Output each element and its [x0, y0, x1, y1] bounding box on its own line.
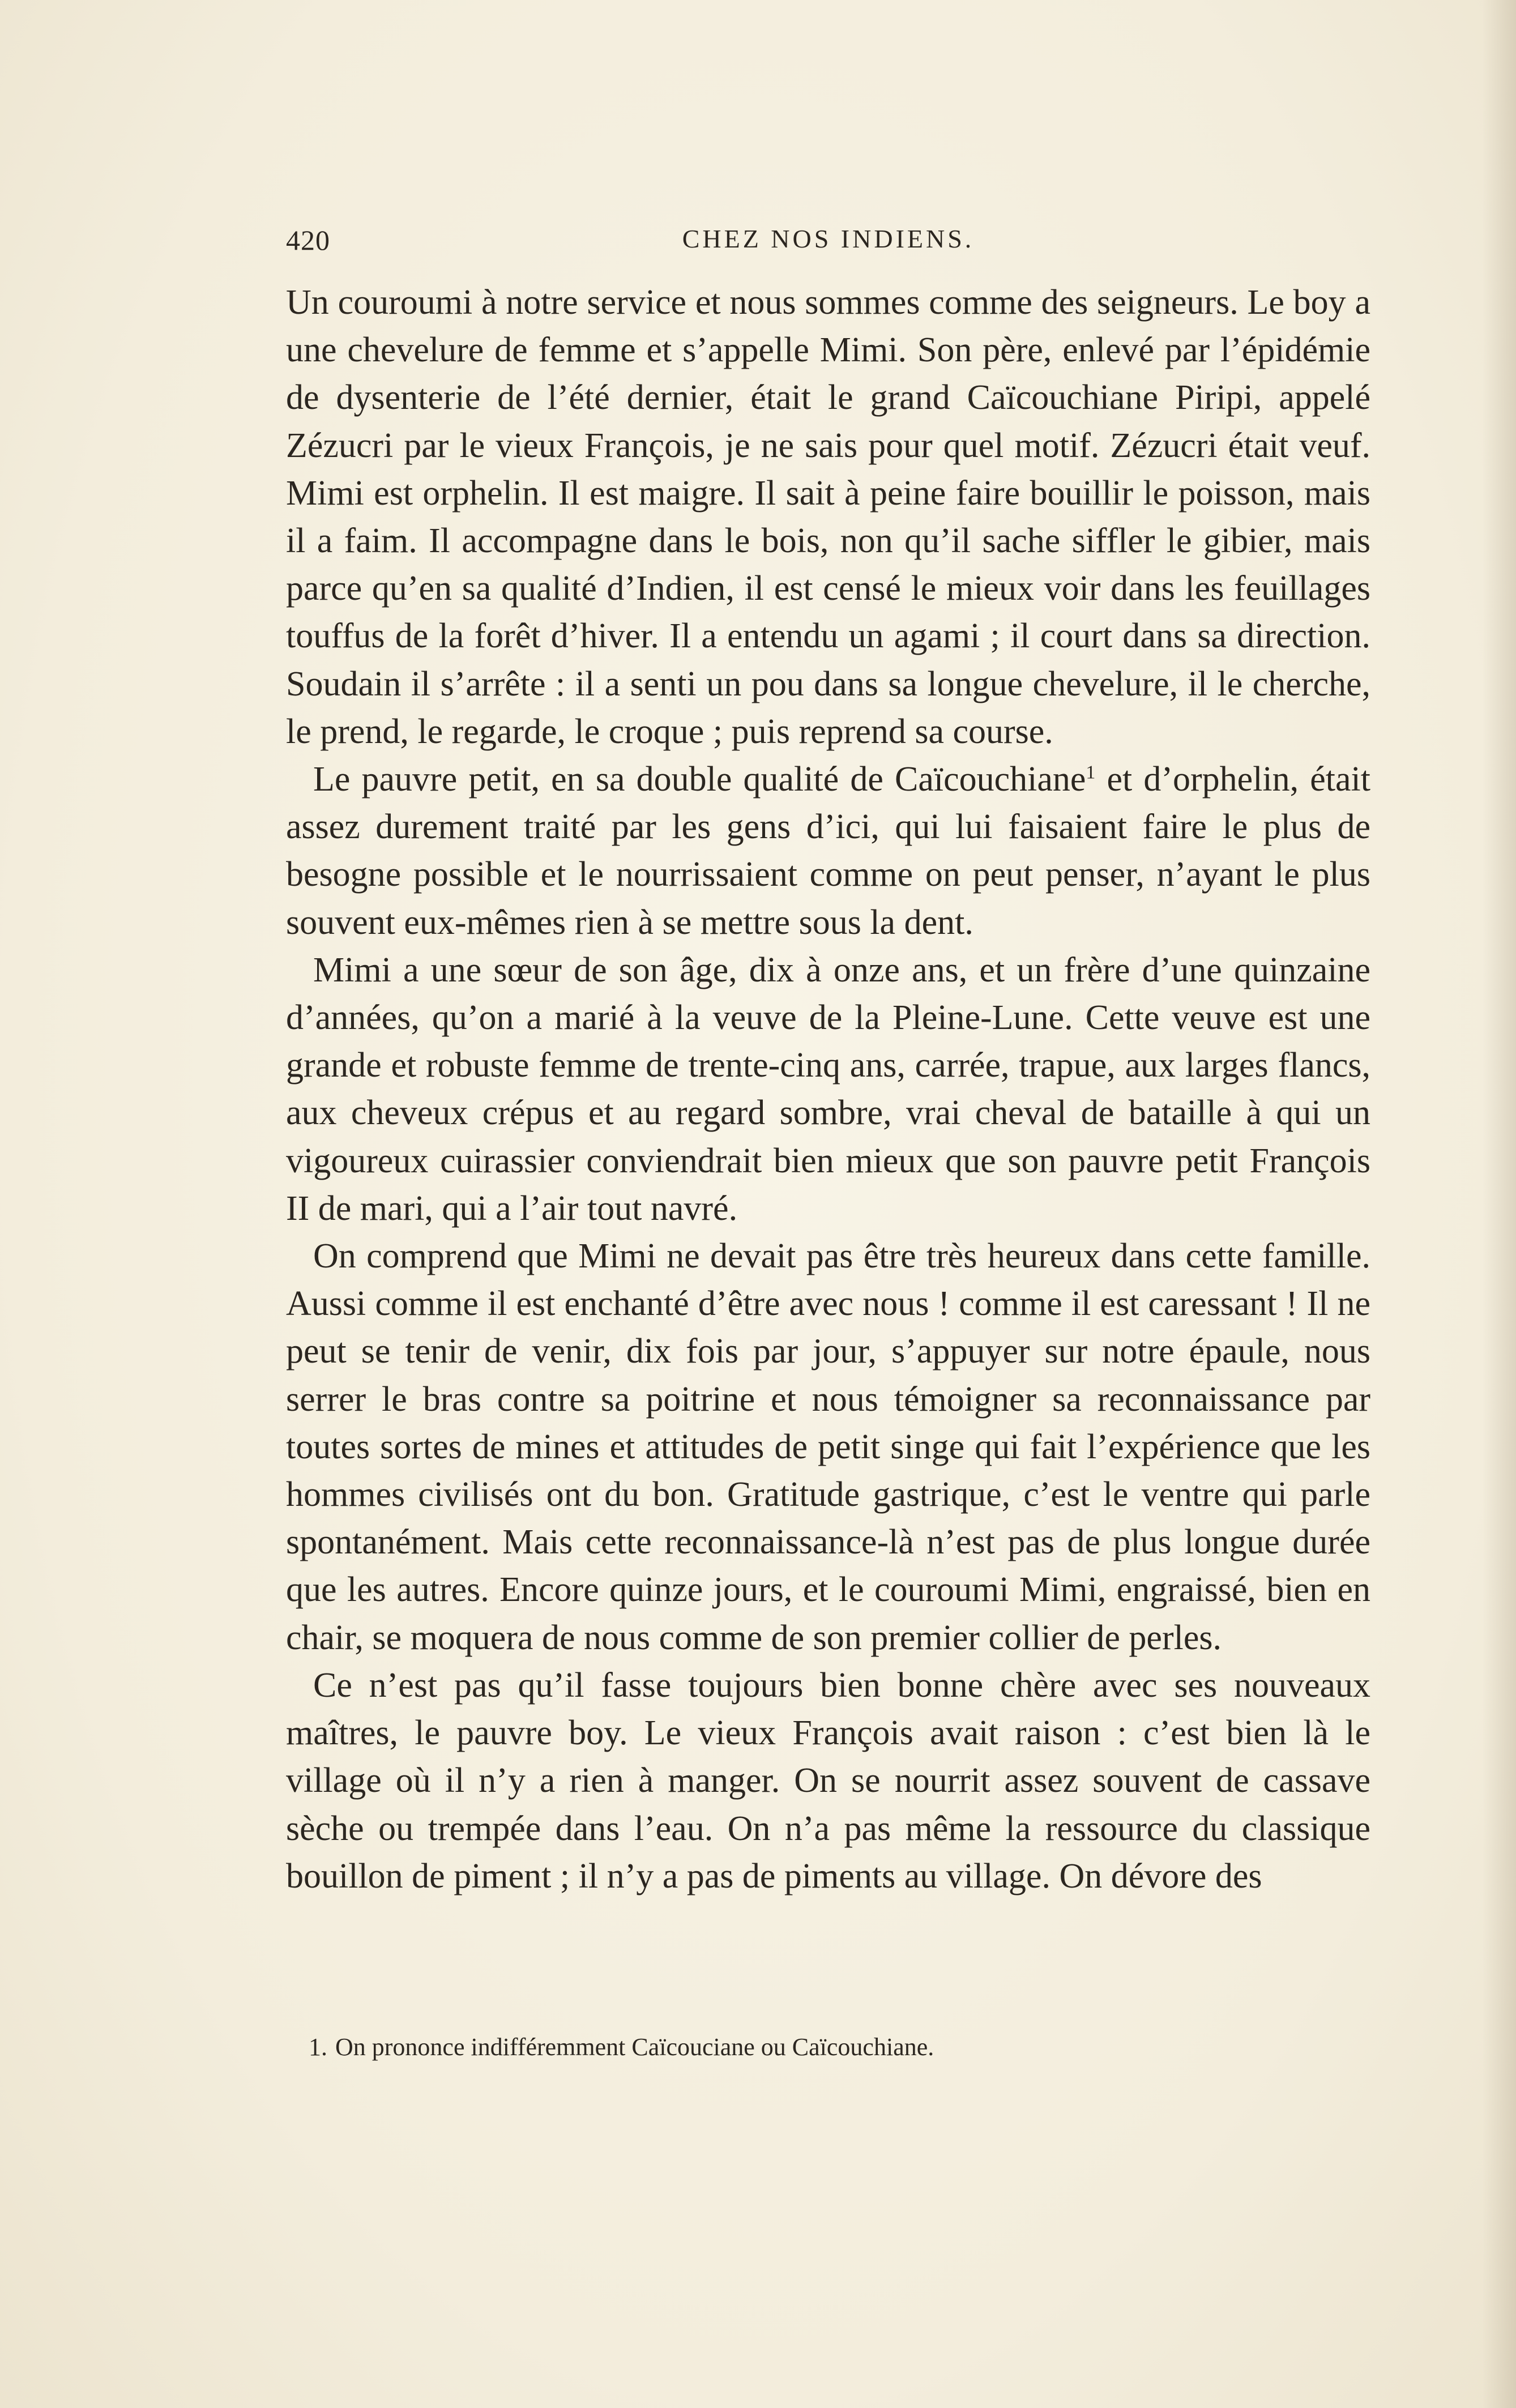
footnote-number: 1.	[309, 2033, 327, 2061]
footnote	[286, 2030, 1370, 2064]
running-head	[286, 224, 1370, 263]
paragraph	[286, 755, 1370, 946]
paragraph: Un couroumi à notre service et nous sommes comme des seigneurs. Le boy a une chevelure de femme et s’appelle Mimi. Son père, enlevé par l’épidémie de dysenterie de l’été dernier, était le grand Caïcouchiane Piripi, appelé Zézucri par le vieux François, je ne sais pour quel motif. Zézucri était veuf. Mimi est orphelin. Il est maigre. Il sait à peine faire bouillir le poisson, mais il a faim. Il accompagne dans le bois, non qu’il sache siffler le gibier, mais parce qu’en sa qualité d’Indien, il est censé le mieux voir dans les feuillages touffus de la forêt d’hiver. Il a entendu un agami ; il court dans sa direction. Soudain il s’arrête : il a senti un pou dans sa longue chevelure, il le cherche, le prend, le regarde, le croque ; puis reprend sa course.	[286, 283, 1370, 751]
running-title: CHEZ NOS INDIENS.	[682, 224, 975, 253]
page-number: 420	[286, 224, 330, 256]
body-text	[286, 279, 1370, 1900]
footnote-text: On prononce indifféremment Caïcouciane ou Caïcouchiane.	[335, 2033, 934, 2061]
paragraph: Ce n’est pas qu’il fasse toujours bien bonne chère avec ses nouveaux maîtres, le pauvre boy. Le vieux François avait raison : c’est bien là le village où il n’y a rien à manger. On se nourrit assez souvent de cassave sèche ou trempée dans l’eau. On n’a pas même la ressource du classique bouillon de piment ; il n’y a pas de piments au village. On dévore des	[286, 1666, 1370, 1895]
paragraph: On comprend que Mimi ne devait pas être très heureux dans cette famille. Aussi comme il est enchanté d’être avec nous ! comme il est caressant ! Il ne peut se tenir de venir, dix fois par jour, s’appuyer sur notre épaule, nous serrer le bras contre sa poitrine et nous témoigner sa reconnaissance par toutes sortes de mines et attitudes de petit singe qui fait l’expérience que les hommes civilisés ont du bon. Gratitude gastrique, c’est le ventre qui parle spontanément. Mais cette reconnaissance-là n’est pas de plus longue durée que les autres. Encore quinze jours, et le couroumi Mimi, engraissé, bien en chair, se moquera de nous comme de son premier collier de perles.	[286, 1237, 1370, 1657]
page-edge-shadow	[1482, 0, 1516, 2408]
paragraph-text: et d’orphelin, était assez durement traité par les gens d’ici, qui lui faisaient faire le plus de besogne possible et le nourrissaient comme on peut penser, n’ayant le plus souvent eux-mêmes rien à se mettre sous la dent.	[286, 760, 1370, 942]
paragraph: Mimi a une sœur de son âge, dix à onze ans, et un frère d’une quinzaine d’années, qu’on a marié à la veuve de la Pleine-Lune. Cette veuve est une grande et robuste femme de trente-cinq ans, carrée, trapue, aux larges flancs, aux cheveux crépus et au regard sombre, vrai cheval de bataille à qui un vigoureux cuirassier conviendrait bien mieux que son pauvre petit François II de mari, qui a l’air tout navré.	[286, 950, 1370, 1228]
footnote-reference: 1	[1086, 762, 1096, 783]
paragraph-text: Le pauvre petit, en sa double qualité de Caïcouchiane	[313, 760, 1086, 799]
